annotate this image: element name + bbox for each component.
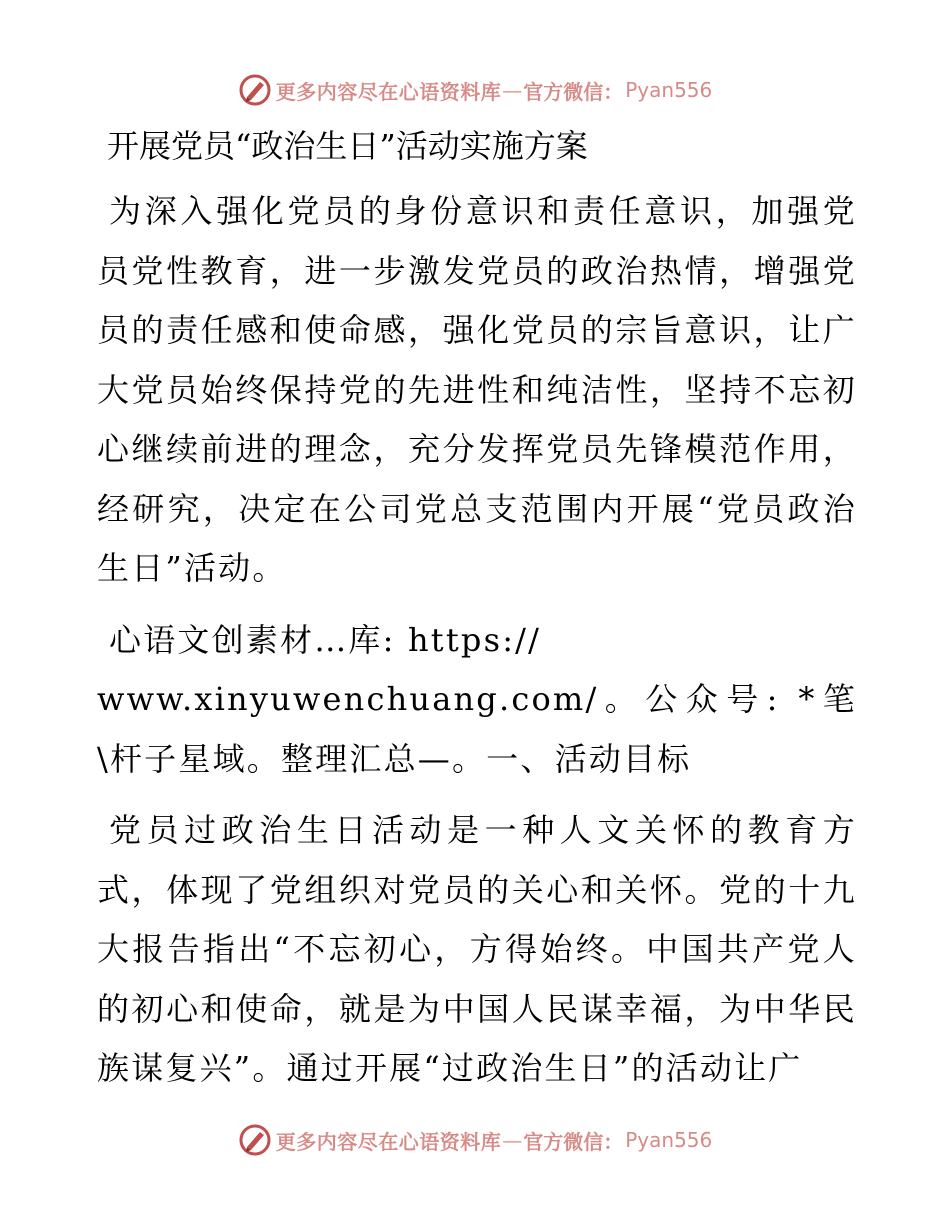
pen-logo-icon [238, 73, 272, 107]
paragraph-intro: 为深入强化党员的身份意识和责任意识，加强党员党性教育，进一步激发党员的政治热情，增强党员的责任感和使命感，强化党员的宗旨意识，让广大党员始终保持党的先进性和纯洁性，坚持不忘初心继续前进的理念，充分发挥党员先锋模范作用，经研究，决定在公司党总支范围内开展“党员政治生日”活动。 [97, 192, 857, 587]
banner-wechat-id: Pyan556 [625, 1128, 713, 1152]
banner-separator: — [502, 78, 523, 102]
banner-wechat-label: 官方微信： [523, 1129, 624, 1154]
paragraph-source-url: www.xinyuwenchuang.com/。公众号: *笔\杆子星域。整理汇总—。一、活动目标 [97, 680, 857, 778]
footer-watermark-banner [0, 1120, 950, 1160]
header-watermark-banner [0, 70, 950, 110]
paragraph-goal: 党员过政治生日活动是一种人文关怀的教育方式，体现了党组织对党员的关心和关怀。党的十九大报告指出“不忘初心，方得始终。中国共产党人的初心和使命，就是为中国人民谋幸福，为中华民族谋复兴”。通过开展“过政治生日”的活动让广 [97, 811, 857, 1087]
banner-text: 更多内容尽在心语资料库 [275, 79, 502, 104]
banner-wechat-id: Pyan556 [625, 78, 713, 102]
banner-text: 更多内容尽在心语资料库 [275, 1129, 502, 1154]
banner-separator: — [502, 1128, 523, 1152]
document-title: 开展党员“政治生日”活动实施方案 [107, 127, 588, 165]
pen-logo-icon [238, 1123, 272, 1157]
document-body [97, 120, 857, 1111]
paragraph-source-line: 心语文创素材…库: https:// [109, 620, 542, 659]
banner-wechat-label: 官方微信： [523, 79, 624, 104]
